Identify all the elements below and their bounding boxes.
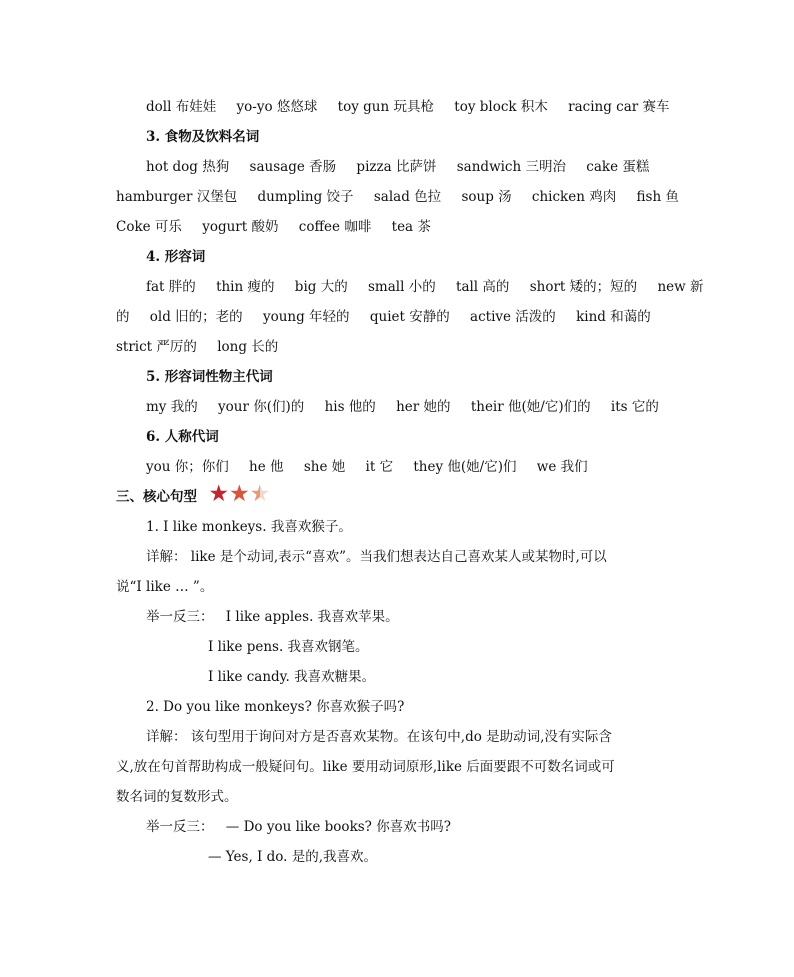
star-full-icon: ★	[230, 480, 249, 505]
vocab-item: coffee 咖啡	[298, 219, 372, 235]
sentence-1-detail-cont: 说“I like … ”。	[116, 579, 214, 595]
vocab-item: small 小的	[368, 279, 436, 295]
vocab-item: salad 色拉	[373, 189, 442, 205]
food-vocab-line-2	[116, 182, 680, 212]
vocab-item: it 它	[365, 459, 394, 475]
section-heading-food: 3. 食物及饮料名词	[146, 129, 260, 145]
vocab-item: sandwich 三明治	[456, 159, 566, 175]
toys-vocab-line	[116, 92, 680, 122]
sentence-pattern-2: 2. Do you like monkeys? 你喜欢猴子吗?	[146, 699, 405, 715]
food-vocab-line-3	[116, 212, 680, 242]
star-half-icon: ★	[250, 480, 269, 505]
document-page	[116, 92, 704, 872]
sentence-2-detail: 详解： 该句型用于询问对方是否喜欢某物。在该句中,do 是助动词,没有实际含	[146, 729, 612, 745]
sentence-1-example-2: I like pens. 我喜欢钢笔。	[208, 639, 369, 655]
vocab-item: soup 汤	[461, 189, 512, 205]
vocab-item: your 你(们)的	[218, 399, 305, 415]
vocab-item: fat 胖的	[146, 279, 196, 295]
difficulty-rating	[210, 481, 267, 511]
vocab-item: tea 茶	[391, 219, 431, 235]
star-full-icon: ★	[209, 480, 228, 505]
vocab-item: active 活泼的	[470, 309, 556, 325]
vocab-item: tall 高的	[456, 279, 510, 295]
sentence-2-example-answer: — Yes, I do. 是的,我喜欢。	[208, 849, 378, 865]
vocab-item: racing car 赛车	[568, 99, 670, 115]
sentence-1-example-1	[116, 602, 680, 632]
vocab-item: you 你；你们	[146, 459, 229, 475]
adjective-vocab-line-1	[116, 272, 704, 302]
vocab-item: toy gun 玩具枪	[337, 99, 434, 115]
vocab-item: sausage 香肠	[249, 159, 337, 175]
vocab-item: thin 瘦的	[216, 279, 275, 295]
vocab-item: old 旧的；老的	[149, 309, 243, 325]
vocab-item: quiet 安静的	[369, 309, 450, 325]
section-heading-personal-pronouns: 6. 人称代词	[146, 429, 219, 445]
vocab-item: new 新	[657, 279, 704, 295]
vocab-item: dumpling 饺子	[257, 189, 354, 205]
vocab-item: pizza 比萨饼	[356, 159, 437, 175]
vocab-item: long 长的	[217, 339, 279, 355]
vocab-item: its 它的	[610, 399, 659, 415]
vocab-item: young 年轻的	[262, 309, 350, 325]
vocab-item: she 她	[303, 459, 346, 475]
sentence-pattern-1: 1. I like monkeys. 我喜欢猴子。	[146, 519, 352, 535]
vocab-item: they 他(她/它)们	[413, 459, 517, 475]
sentence-2-detail-cont: 义,放在句首帮助构成一般疑问句。like 要用动词原形,like 后面要跟不可数名词或可	[116, 759, 615, 775]
vocab-item: kind 和蔼的	[576, 309, 651, 325]
vocab-item: hamburger 汉堡包	[116, 189, 238, 205]
vocab-item: toy block 积木	[454, 99, 548, 115]
pronoun-vocab-line	[116, 452, 680, 482]
vocab-item: his 他的	[324, 399, 376, 415]
example-question: — Do you like books? 你喜欢书吗?	[225, 819, 451, 835]
vocab-item: big 大的	[294, 279, 348, 295]
vocab-item: yogurt 酸奶	[202, 219, 279, 235]
core-heading-text: 三、核心句型	[116, 489, 197, 505]
sentence-2-detail-cont-2: 数名词的复数形式。	[116, 789, 238, 805]
example-sentence: I like apples. 我喜欢苹果。	[225, 609, 399, 625]
vocab-item: chicken 鸡肉	[531, 189, 617, 205]
vocab-item: 的	[116, 309, 130, 325]
food-vocab-line-1	[116, 152, 680, 182]
vocab-item: her 她的	[396, 399, 451, 415]
sentence-1-detail: 详解： like 是个动词,表示“喜欢”。当我们想表达自己喜欢某人或某物时,可以	[146, 549, 607, 565]
examples-label: 举一反三：	[146, 819, 214, 835]
vocab-item: he 他	[249, 459, 284, 475]
adjective-vocab-line-3	[116, 332, 680, 362]
vocab-item: my 我的	[146, 399, 198, 415]
sentence-2-example-question	[116, 812, 680, 842]
section-heading-possessive-adjectives: 5. 形容词性物主代词	[146, 369, 273, 385]
vocab-item: cake 蛋糕	[586, 159, 650, 175]
sentence-1-example-3: I like candy. 我喜欢糖果。	[208, 669, 376, 685]
vocab-item: their 他(她/它)们的	[470, 399, 591, 415]
vocab-item: yo-yo 悠悠球	[236, 99, 318, 115]
examples-label: 举一反三：	[146, 609, 214, 625]
vocab-item: fish 鱼	[636, 189, 679, 205]
possessive-vocab-line	[116, 392, 680, 422]
vocab-item: hot dog 热狗	[146, 159, 230, 175]
section-heading-adjectives: 4. 形容词	[146, 249, 206, 265]
vocab-item: strict 严厉的	[116, 339, 197, 355]
vocab-item: Coke 可乐	[116, 219, 182, 235]
vocab-item: doll 布娃娃	[146, 99, 217, 115]
vocab-item: we 我们	[536, 459, 588, 475]
section-heading-core-sentences	[116, 482, 680, 512]
vocab-item: short 矮的；短的	[529, 279, 638, 295]
adjective-vocab-line-2	[116, 302, 680, 332]
